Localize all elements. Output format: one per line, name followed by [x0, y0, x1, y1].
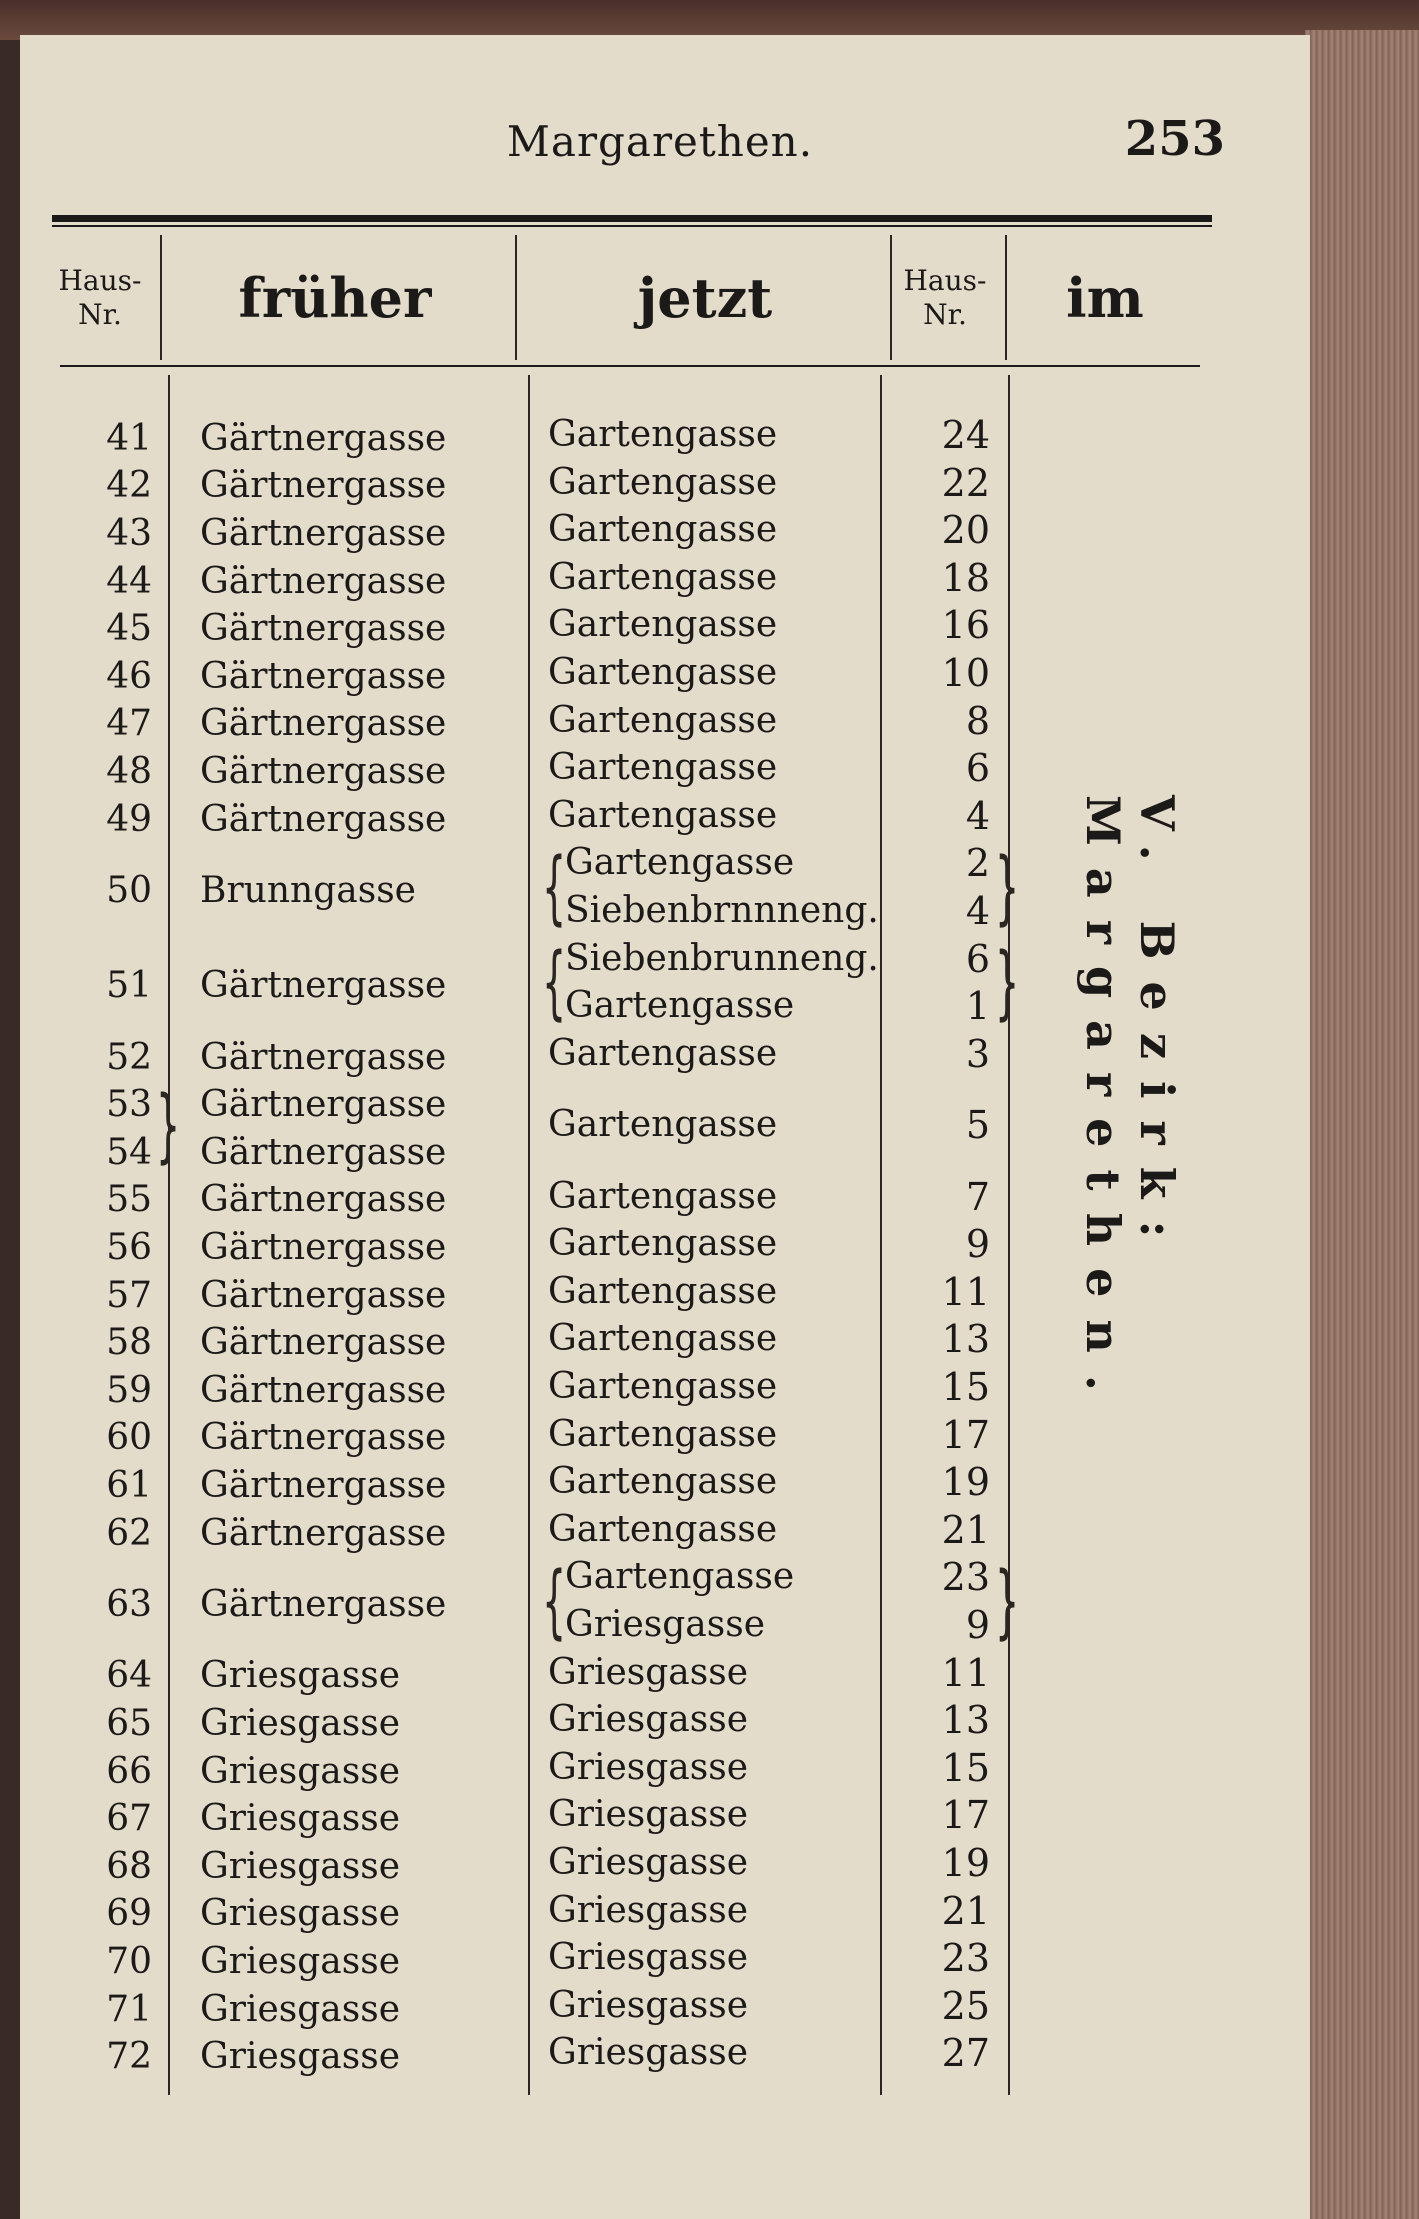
- new-house-number: 27: [941, 2031, 990, 2076]
- old-street: Gärtnergasse: [200, 751, 447, 792]
- new-house-number: 18: [941, 555, 990, 600]
- new-house-number: 9: [965, 1222, 990, 1267]
- new-house-number: 19: [941, 1841, 990, 1885]
- header-haus-nr: Haus- Nr.: [58, 263, 142, 331]
- new-street: Gartengasse: [548, 1175, 778, 1217]
- house-number: 55: [106, 1179, 152, 1221]
- new-street: Gartengasse: [548, 509, 778, 551]
- page-edges: [1305, 30, 1419, 2219]
- new-house-number: 20: [941, 508, 990, 553]
- new-street: Gartengasse: [548, 556, 778, 598]
- old-street: Griesgasse: [200, 1703, 401, 1744]
- new-house-number: 5: [965, 1103, 990, 1148]
- house-number: 71: [106, 1988, 152, 2030]
- house-number: 50: [106, 870, 152, 911]
- old-street: Gärtnergasse: [200, 465, 447, 507]
- old-street: Gärtnergasse: [200, 798, 447, 840]
- house-number: 63: [106, 1584, 152, 1625]
- brace: }: [156, 1078, 181, 1172]
- old-street: Griesgasse: [200, 2036, 401, 2078]
- old-street: Gärtnergasse: [200, 1084, 447, 1126]
- old-street: Griesgasse: [200, 1655, 401, 1697]
- new-house-number: 6: [965, 936, 990, 981]
- old-street: Gärtnergasse: [200, 1417, 447, 1459]
- old-street: Gärtnergasse: [200, 417, 447, 459]
- old-street: Gärtnergasse: [200, 608, 447, 650]
- new-house-number: 11: [941, 1650, 990, 1695]
- old-street: Brunngasse: [200, 870, 416, 911]
- house-number: 47: [106, 703, 152, 745]
- new-street: Gartengasse: [565, 985, 795, 1027]
- new-house-number: 24: [941, 413, 990, 457]
- new-street: Gartengasse: [548, 1413, 778, 1455]
- header-jetzt: jetzt: [637, 265, 773, 330]
- new-street: Griesgasse: [565, 1604, 766, 1645]
- old-street: Gärtnergasse: [200, 1227, 447, 1268]
- new-house-number: 25: [941, 1983, 990, 2028]
- new-house-number: 16: [941, 603, 990, 648]
- old-street: Gärtnergasse: [200, 965, 447, 1007]
- header-haus-nr-2: Haus- Nr.: [903, 263, 987, 331]
- new-street: Gartengasse: [548, 699, 778, 741]
- new-house-number: 4: [965, 793, 990, 838]
- old-street: Gärtnergasse: [200, 655, 447, 697]
- house-number: 72: [106, 2036, 152, 2078]
- house-number: 60: [106, 1417, 152, 1459]
- house-number: 67: [106, 1798, 152, 1840]
- house-number: 61: [106, 1465, 152, 1506]
- new-house-number: 13: [941, 1698, 990, 1743]
- house-number: 70: [106, 1941, 152, 1982]
- new-house-number: 6: [965, 746, 990, 791]
- house-number: 56: [106, 1227, 152, 1268]
- new-street: Gartengasse: [548, 1270, 778, 1312]
- header-frueher: früher: [238, 265, 432, 330]
- house-number: 43: [106, 513, 152, 554]
- old-street: Gärtnergasse: [200, 1584, 447, 1625]
- brace: }: [995, 936, 1020, 1029]
- house-number: 65: [106, 1703, 152, 1744]
- old-street: Gärtnergasse: [200, 513, 447, 554]
- brace: }: [995, 1554, 1020, 1648]
- new-street: Gartengasse: [565, 1556, 795, 1598]
- new-street: Gartengasse: [548, 652, 778, 693]
- house-number: 68: [106, 1845, 152, 1887]
- old-street: Gärtnergasse: [200, 1274, 447, 1316]
- new-street: Gartengasse: [548, 1104, 778, 1146]
- old-street: Gärtnergasse: [200, 1179, 447, 1221]
- new-street: Griesgasse: [548, 1699, 749, 1741]
- new-street: Griesgasse: [548, 1889, 749, 1931]
- old-street: Gärtnergasse: [200, 1036, 447, 1078]
- old-street: Gärtnergasse: [200, 1369, 447, 1411]
- house-number: 54: [106, 1131, 152, 1173]
- house-number: 45: [106, 608, 152, 650]
- new-house-number: 21: [941, 1507, 990, 1552]
- new-street: Griesgasse: [548, 2032, 749, 2074]
- new-house-number: 3: [965, 1031, 990, 1076]
- house-number: 64: [106, 1655, 152, 1697]
- house-number: 66: [106, 1750, 152, 1792]
- old-street: Griesgasse: [200, 1798, 401, 1840]
- house-number: 42: [106, 465, 152, 507]
- new-house-number: 9: [965, 1603, 990, 1647]
- house-number: 57: [106, 1274, 152, 1316]
- old-street: Gärtnergasse: [200, 560, 447, 602]
- new-street: Gartengasse: [548, 1366, 778, 1407]
- house-number: 46: [106, 655, 152, 697]
- new-street: Gartengasse: [548, 1508, 778, 1550]
- old-street: Gärtnergasse: [200, 1131, 447, 1173]
- house-number: 51: [106, 965, 152, 1007]
- new-house-number: 19: [941, 1460, 990, 1505]
- new-house-number: 21: [941, 1888, 990, 1933]
- new-house-number: 8: [965, 698, 990, 743]
- new-house-number: 11: [941, 1269, 990, 1314]
- brace: {: [542, 840, 567, 934]
- old-street: Gärtnergasse: [200, 703, 447, 745]
- new-street: Gartengasse: [548, 1223, 778, 1265]
- new-house-number: 22: [941, 460, 990, 505]
- new-house-number: 13: [941, 1317, 990, 1362]
- new-street: Griesgasse: [548, 1651, 749, 1693]
- old-street: Gärtnergasse: [200, 1322, 447, 1364]
- old-street: Griesgasse: [200, 1941, 401, 1982]
- new-street: Gartengasse: [548, 794, 778, 836]
- new-house-number: 17: [941, 1412, 990, 1457]
- header-im: im: [1066, 265, 1144, 330]
- book-page: [20, 35, 1310, 2219]
- new-house-number: 17: [941, 1793, 990, 1838]
- house-number: 69: [106, 1893, 152, 1935]
- book-binding-top: [0, 0, 1419, 40]
- house-number: 48: [106, 751, 152, 792]
- new-house-number: 4: [965, 889, 990, 933]
- brace: }: [995, 840, 1020, 934]
- new-street: Gartengasse: [565, 842, 795, 884]
- new-street: Gartengasse: [548, 1461, 778, 1503]
- new-street: Gartengasse: [548, 414, 778, 455]
- old-street: Gärtnergasse: [200, 1512, 447, 1554]
- new-street: Gartengasse: [548, 747, 778, 789]
- house-number: 58: [106, 1322, 152, 1364]
- new-street: Gartengasse: [548, 1318, 778, 1360]
- new-house-number: 15: [941, 1745, 990, 1790]
- house-number: 44: [106, 560, 152, 602]
- new-street: Griesgasse: [548, 1794, 749, 1836]
- old-street: Griesgasse: [200, 1750, 401, 1792]
- old-street: Griesgasse: [200, 1988, 401, 2030]
- old-street: Gärtnergasse: [200, 1465, 447, 1506]
- new-house-number: 23: [941, 1936, 990, 1981]
- district-label: [1076, 795, 1184, 1775]
- district-label-text: V. Bezirk: Margarethen.: [1076, 795, 1184, 1413]
- new-house-number: 10: [941, 651, 990, 695]
- house-number: 41: [106, 417, 152, 459]
- brace: {: [542, 936, 567, 1029]
- house-number: 52: [106, 1036, 152, 1078]
- house-number: 49: [106, 798, 152, 840]
- new-street: Gartengasse: [548, 604, 778, 646]
- page-number: 253: [1124, 111, 1225, 167]
- brace: {: [542, 1554, 567, 1648]
- new-house-number: 1: [965, 984, 990, 1029]
- house-number: 53: [106, 1084, 152, 1126]
- house-number: 62: [106, 1512, 152, 1554]
- new-street: Griesgasse: [548, 1937, 749, 1979]
- new-house-number: 7: [965, 1174, 990, 1219]
- house-number: 59: [106, 1369, 152, 1411]
- new-street: Siebenbrunneng.: [565, 937, 879, 979]
- running-title: Margarethen.: [506, 117, 814, 166]
- new-house-number: 15: [941, 1365, 990, 1409]
- new-house-number: 2: [965, 841, 990, 886]
- old-street: Griesgasse: [200, 1845, 401, 1887]
- new-street: Griesgasse: [548, 1984, 749, 2026]
- old-street: Griesgasse: [200, 1893, 401, 1935]
- new-house-number: 23: [941, 1555, 990, 1600]
- new-street: Gartengasse: [548, 461, 778, 503]
- new-street: Griesgasse: [548, 1842, 749, 1883]
- new-street: Siebenbrnnneng.: [565, 890, 879, 931]
- new-street: Gartengasse: [548, 1032, 778, 1074]
- new-street: Griesgasse: [548, 1746, 749, 1788]
